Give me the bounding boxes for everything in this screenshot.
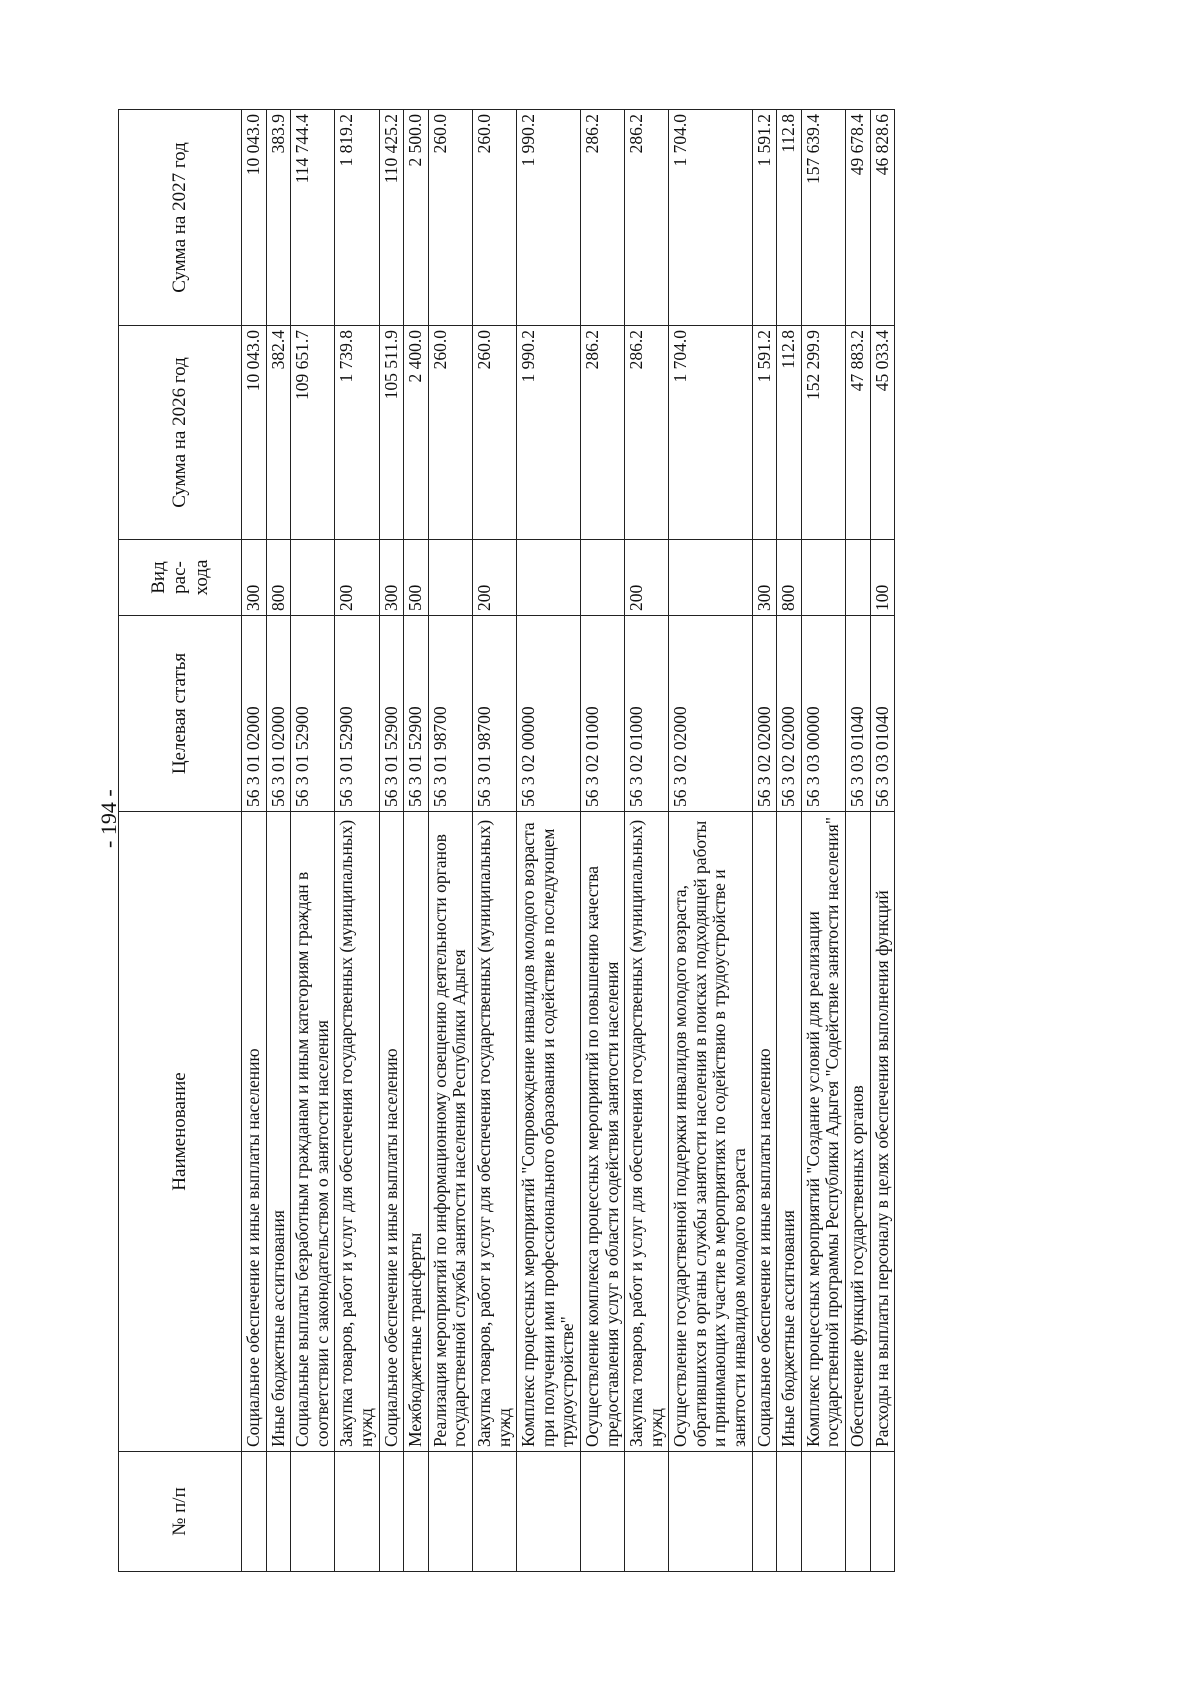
row-name-cell: Межбюджетные трансферты xyxy=(404,812,429,1452)
row-name-cell: Закупка товаров, работ и услуг для обеспечения государственных (муниципальных) нужд xyxy=(625,812,669,1452)
table-row xyxy=(669,110,752,1572)
table-row xyxy=(846,110,871,1572)
table-row xyxy=(266,110,291,1572)
table-header xyxy=(119,110,242,1572)
row-number-cell xyxy=(846,1452,871,1572)
row-sum-2027-cell: 2 500.0 xyxy=(404,110,429,326)
row-name-cell: Закупка товаров, работ и услуг для обеспечения государственных (муниципальных) нужд xyxy=(335,812,379,1452)
row-number-cell xyxy=(517,1452,581,1572)
budget-table xyxy=(118,109,895,1572)
row-name-cell: Социальные выплаты безработным гражданам и иным категориям граждан в соответствии с законодательством о занятости населения xyxy=(291,812,335,1452)
header-row xyxy=(119,110,242,1572)
header-expense-kind: Вид рас- хода xyxy=(119,540,242,616)
row-sum-2026-cell: 1 704.0 xyxy=(669,326,752,540)
row-expense-kind-cell: 100 xyxy=(870,540,895,616)
page-number: - 194 - xyxy=(96,789,121,848)
row-sum-2026-cell: 1 591.2 xyxy=(752,326,777,540)
row-number-cell xyxy=(669,1452,752,1572)
row-number-cell xyxy=(428,1452,472,1572)
row-target-article-cell: 56 3 01 52900 xyxy=(404,616,429,812)
table-row xyxy=(801,110,845,1572)
row-sum-2026-cell: 260.0 xyxy=(472,326,516,540)
row-sum-2026-cell: 45 033.4 xyxy=(870,326,895,540)
row-sum-2026-cell: 286.2 xyxy=(625,326,669,540)
table-row xyxy=(870,110,895,1572)
row-target-article-cell: 56 3 02 00000 xyxy=(517,616,581,812)
row-expense-kind-cell xyxy=(801,540,845,616)
row-name-cell: Социальное обеспечение и иные выплаты населению xyxy=(242,812,267,1452)
row-sum-2026-cell: 260.0 xyxy=(428,326,472,540)
table-row xyxy=(580,110,624,1572)
row-expense-kind-cell: 200 xyxy=(472,540,516,616)
row-expense-kind-cell xyxy=(846,540,871,616)
row-target-article-cell: 56 3 01 52900 xyxy=(335,616,379,812)
header-number: № п/п xyxy=(119,1452,242,1572)
table-row xyxy=(379,110,404,1572)
row-sum-2026-cell: 382.4 xyxy=(266,326,291,540)
header-target-article: Целевая статья xyxy=(119,616,242,812)
table-row xyxy=(335,110,379,1572)
row-name-cell: Комплекс процессных мероприятий "Сопровождение инвалидов молодого возраста при получении ими профессионального образования и содействие в последующем трудоустройстве" xyxy=(517,812,581,1452)
row-name-cell: Закупка товаров, работ и услуг для обеспечения государственных (муниципальных) нужд xyxy=(472,812,516,1452)
row-sum-2027-cell: 114 744.4 xyxy=(291,110,335,326)
row-name-cell: Комплекс процессных мероприятий "Создание условий для реализации государственной программы Республики Адыгея "Содействие занятости населения" xyxy=(801,812,845,1452)
table-row xyxy=(517,110,581,1572)
row-number-cell xyxy=(472,1452,516,1572)
row-sum-2027-cell: 49 678.4 xyxy=(846,110,871,326)
row-expense-kind-cell: 200 xyxy=(335,540,379,616)
row-target-article-cell: 56 3 02 01000 xyxy=(580,616,624,812)
row-expense-kind-cell: 300 xyxy=(379,540,404,616)
row-expense-kind-cell: 200 xyxy=(625,540,669,616)
row-sum-2027-cell: 1 990.2 xyxy=(517,110,581,326)
row-sum-2027-cell: 1 704.0 xyxy=(669,110,752,326)
row-expense-kind-cell: 500 xyxy=(404,540,429,616)
table-row xyxy=(291,110,335,1572)
row-number-cell xyxy=(266,1452,291,1572)
row-sum-2026-cell: 109 651.7 xyxy=(291,326,335,540)
row-number-cell xyxy=(752,1452,777,1572)
row-target-article-cell: 56 3 03 00000 xyxy=(801,616,845,812)
row-target-article-cell: 56 3 01 52900 xyxy=(379,616,404,812)
row-name-cell: Обеспечение функций государственных органов xyxy=(846,812,871,1452)
row-target-article-cell: 56 3 03 01040 xyxy=(870,616,895,812)
row-sum-2027-cell: 46 828.6 xyxy=(870,110,895,326)
row-target-article-cell: 56 3 01 02000 xyxy=(266,616,291,812)
row-number-cell xyxy=(777,1452,802,1572)
row-sum-2026-cell: 105 511.9 xyxy=(379,326,404,540)
row-sum-2027-cell: 157 639.4 xyxy=(801,110,845,326)
row-number-cell xyxy=(291,1452,335,1572)
table-row xyxy=(404,110,429,1572)
row-sum-2027-cell: 10 043.0 xyxy=(242,110,267,326)
row-sum-2027-cell: 286.2 xyxy=(580,110,624,326)
row-number-cell xyxy=(335,1452,379,1572)
row-expense-kind-cell xyxy=(428,540,472,616)
table-row xyxy=(777,110,802,1572)
row-sum-2027-cell: 112.8 xyxy=(777,110,802,326)
header-sum-2027: Сумма на 2027 год xyxy=(119,110,242,326)
row-number-cell xyxy=(242,1452,267,1572)
row-name-cell: Расходы на выплаты персоналу в целях обеспечения выполнения функций xyxy=(870,812,895,1452)
row-target-article-cell: 56 3 01 02000 xyxy=(242,616,267,812)
row-sum-2027-cell: 286.2 xyxy=(625,110,669,326)
header-name: Наименование xyxy=(119,812,242,1452)
row-expense-kind-cell: 800 xyxy=(777,540,802,616)
row-expense-kind-cell: 800 xyxy=(266,540,291,616)
row-name-cell: Социальное обеспечение и иные выплаты населению xyxy=(752,812,777,1452)
row-sum-2026-cell: 112.8 xyxy=(777,326,802,540)
row-sum-2026-cell: 10 043.0 xyxy=(242,326,267,540)
row-name-cell: Иные бюджетные ассигнования xyxy=(266,812,291,1452)
row-number-cell xyxy=(580,1452,624,1572)
row-target-article-cell: 56 3 01 98700 xyxy=(472,616,516,812)
row-number-cell xyxy=(404,1452,429,1572)
row-name-cell: Реализация мероприятий по информационному освещению деятельности органов государственной службы занятости населения Республики Адыгея xyxy=(428,812,472,1452)
table-row xyxy=(428,110,472,1572)
row-number-cell xyxy=(870,1452,895,1572)
table-body xyxy=(242,110,895,1572)
row-sum-2026-cell: 286.2 xyxy=(580,326,624,540)
row-sum-2027-cell: 110 425.2 xyxy=(379,110,404,326)
row-sum-2026-cell: 1 990.2 xyxy=(517,326,581,540)
row-sum-2026-cell: 2 400.0 xyxy=(404,326,429,540)
row-expense-kind-cell xyxy=(669,540,752,616)
row-expense-kind-cell xyxy=(291,540,335,616)
row-expense-kind-cell xyxy=(580,540,624,616)
row-sum-2027-cell: 260.0 xyxy=(428,110,472,326)
row-target-article-cell: 56 3 02 01000 xyxy=(625,616,669,812)
row-expense-kind-cell: 300 xyxy=(752,540,777,616)
row-sum-2027-cell: 383.9 xyxy=(266,110,291,326)
row-sum-2027-cell: 1 591.2 xyxy=(752,110,777,326)
row-target-article-cell: 56 3 01 52900 xyxy=(291,616,335,812)
table-row xyxy=(625,110,669,1572)
row-expense-kind-cell xyxy=(517,540,581,616)
row-target-article-cell: 56 3 02 02000 xyxy=(669,616,752,812)
row-name-cell: Социальное обеспечение и иные выплаты населению xyxy=(379,812,404,1452)
row-sum-2026-cell: 152 299.9 xyxy=(801,326,845,540)
row-target-article-cell: 56 3 03 01040 xyxy=(846,616,871,812)
table-row xyxy=(752,110,777,1572)
row-sum-2026-cell: 47 883.2 xyxy=(846,326,871,540)
table-row xyxy=(242,110,267,1572)
row-expense-kind-cell: 300 xyxy=(242,540,267,616)
row-name-cell: Иные бюджетные ассигнования xyxy=(777,812,802,1452)
row-target-article-cell: 56 3 02 02000 xyxy=(752,616,777,812)
row-sum-2027-cell: 1 819.2 xyxy=(335,110,379,326)
row-sum-2027-cell: 260.0 xyxy=(472,110,516,326)
budget-table-sheet xyxy=(118,110,1078,1572)
row-number-cell xyxy=(625,1452,669,1572)
row-number-cell xyxy=(801,1452,845,1572)
table-row xyxy=(472,110,516,1572)
row-target-article-cell: 56 3 02 02000 xyxy=(777,616,802,812)
header-sum-2026: Сумма на 2026 год xyxy=(119,326,242,540)
row-name-cell: Осуществление государственной поддержки инвалидов молодого возраста, обратившихся в органы службы занятости населения в поисках подходящей работы и принимающих участие в мероприятиях по содействию в трудоустройстве и занятости инвалидов молодого возраста xyxy=(669,812,752,1452)
row-target-article-cell: 56 3 01 98700 xyxy=(428,616,472,812)
row-number-cell xyxy=(379,1452,404,1572)
row-sum-2026-cell: 1 739.8 xyxy=(335,326,379,540)
row-name-cell: Осуществление комплекса процессных мероприятий по повышению качества предоставления услуг в области содействия занятости населения xyxy=(580,812,624,1452)
